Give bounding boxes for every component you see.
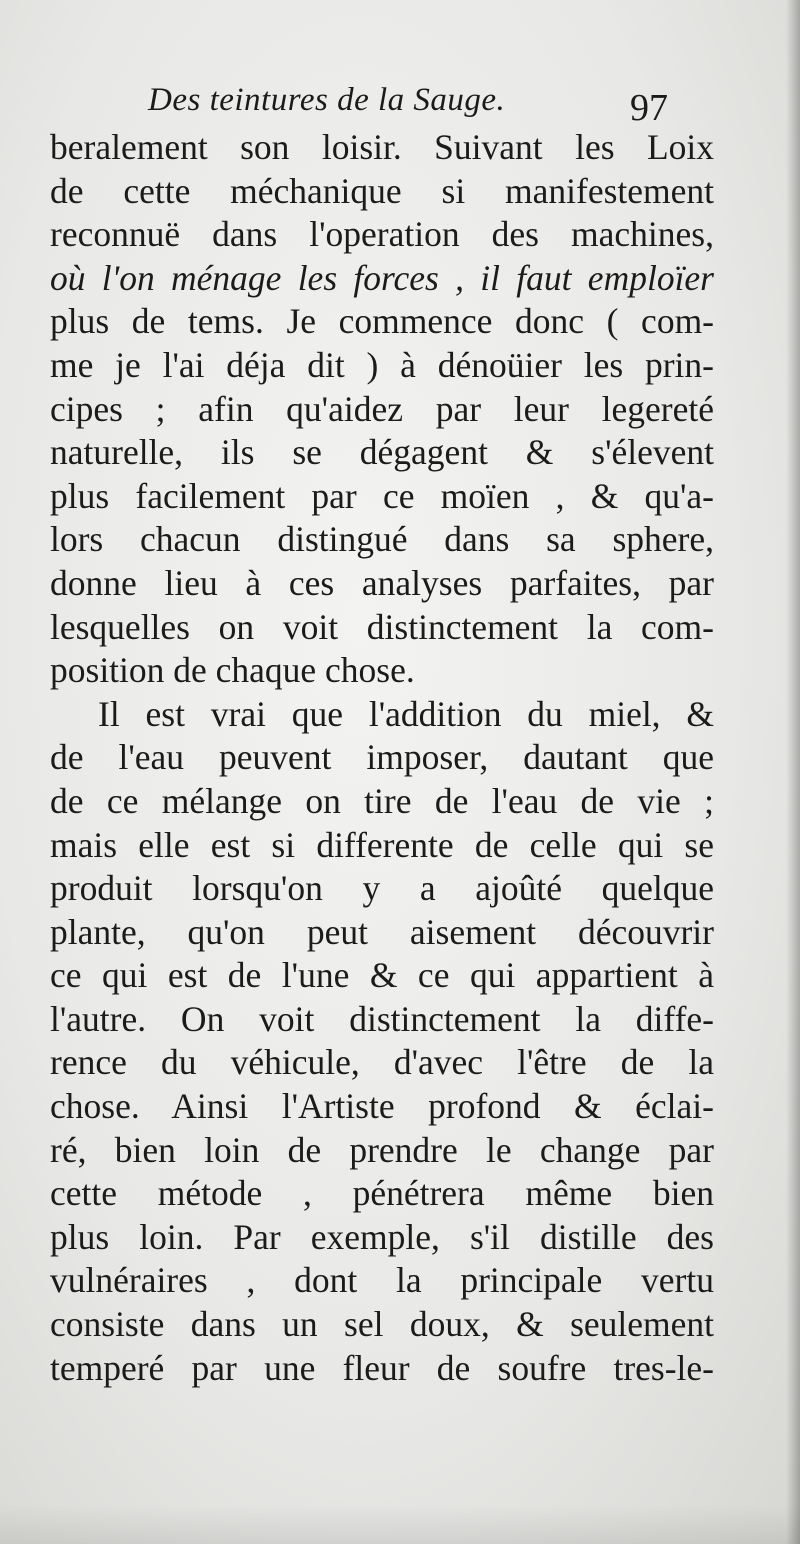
text-line: plante, qu'on peut aisement découvrir [50, 911, 714, 952]
text-line: plus facilement par ce moïen , & qu'a- [50, 475, 714, 516]
text-line: l'autre. On voit distinctement la diffe- [50, 998, 714, 1039]
text-line: de ce mélange on tire de l'eau de vie ; [50, 780, 714, 821]
text-line: Il est vrai que l'addition du miel, & [98, 693, 714, 734]
text-line: ce qui est de l'une & ce qui appartient à [50, 955, 714, 996]
text-line: plus loin. Par exemple, s'il distille des [50, 1216, 714, 1257]
text-line: naturelle, ils se dégagent & s'élevent [50, 432, 714, 473]
text-line: me je l'ai déja dit ) à dénoüier les prin- [50, 344, 714, 385]
text-line: donne lieu à ces analyses parfaites, par [50, 562, 714, 603]
text-line: vulnéraires , dont la principale vertu [50, 1260, 714, 1301]
text-line: beralement son loisir. Suivant les Loix [50, 127, 714, 167]
body-text [50, 126, 714, 1390]
text-line: ré, bien loin de prendre le change par [50, 1129, 714, 1170]
text-line: où l'on ménage les forces , il faut emploïer [50, 257, 714, 298]
text-line: chose. Ainsi l'Artiste profond & éclai- [50, 1086, 714, 1127]
text-line: cipes ; afin qu'aidez par leur legereté [50, 388, 714, 429]
page-bottom-shadow [0, 1504, 800, 1544]
text-line: rence du véhicule, d'avec l'être de la [50, 1042, 714, 1083]
text-line: plus de tems. Je commence donc ( com- [50, 301, 714, 342]
text-line: lesquelles on voit distinctement la com- [50, 606, 714, 647]
text-line: consiste dans un sel doux, & seulement [50, 1304, 714, 1345]
text-line: de cette méchanique si manifestement [50, 170, 714, 211]
text-line: mais elle est si differente de celle qui se [50, 824, 714, 865]
running-head: Des teintures de la Sauge. [148, 82, 506, 118]
text-line: produit lorsqu'on y a ajoûté quelque [50, 868, 714, 909]
text-line: lors chacun distingué dans sa sphere, [50, 519, 714, 560]
text-line: de l'eau peuvent imposer, dautant que [50, 737, 714, 778]
page-edge-shadow [786, 0, 800, 1544]
text-line: reconnuë dans l'operation des machines, [50, 214, 714, 255]
text-line: cette métode , pénétrera même bien [50, 1173, 714, 1214]
text-line: temperé par une fleur de soufre tres-le- [50, 1347, 714, 1388]
page-number: 97 [630, 87, 668, 129]
text-line: position de chaque chose. [50, 650, 415, 691]
